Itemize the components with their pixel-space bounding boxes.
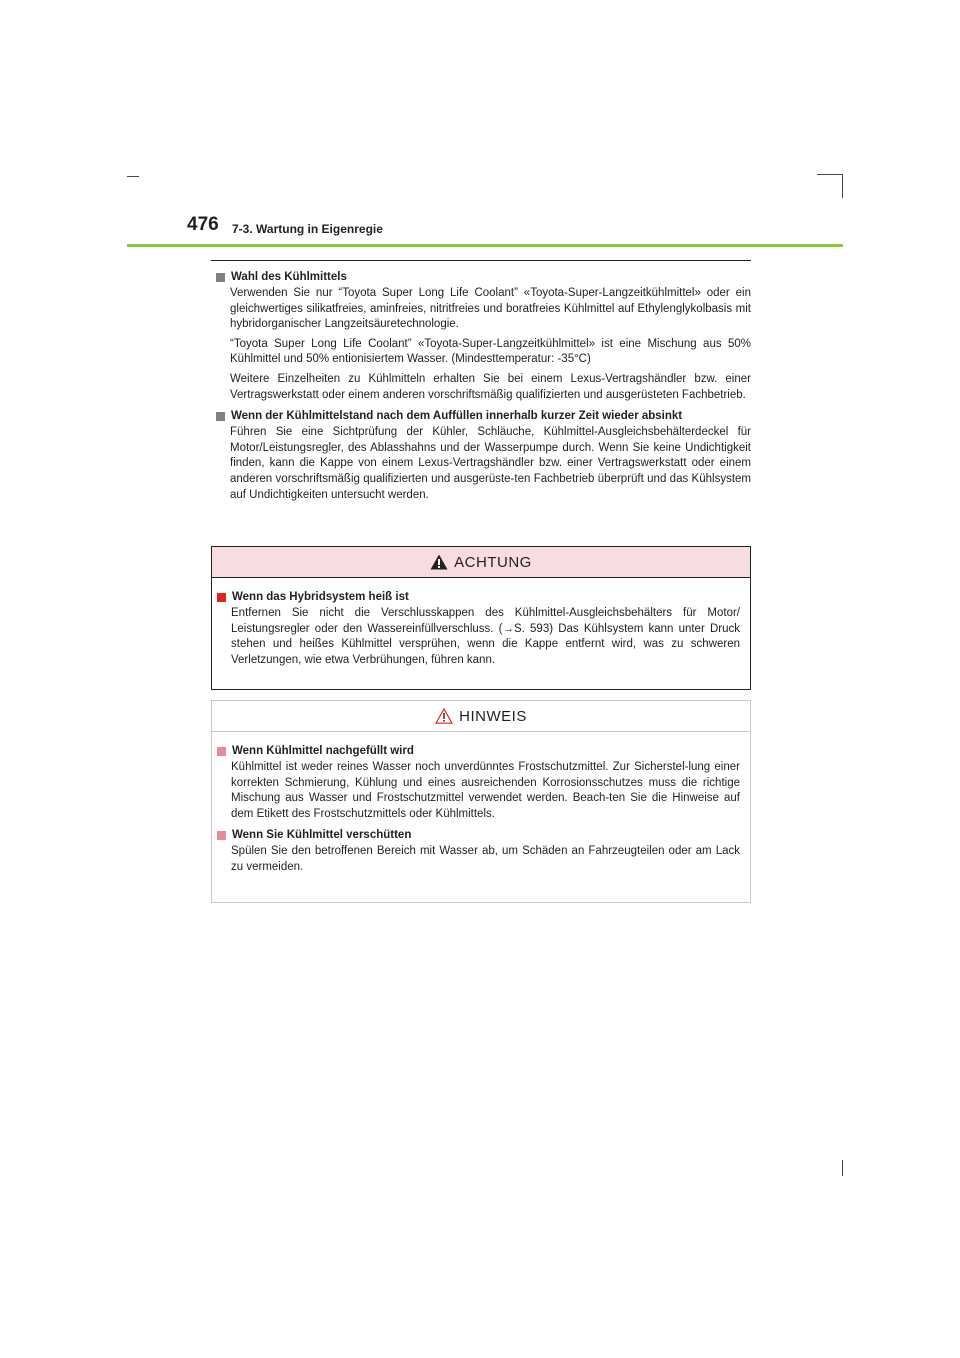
square-bullet-icon: [216, 273, 225, 282]
warning-item-heading-text: Wenn das Hybridsystem heiß ist: [232, 591, 409, 603]
item-heading-text: Wenn der Kühlmittelstand nach dem Auffüllen innerhalb kurzer Zeit wieder absinkt: [231, 410, 683, 423]
warning-item-heading: [212, 588, 750, 606]
crop-mark: [127, 176, 139, 177]
warning-box: [211, 546, 751, 690]
paragraph: Führen Sie eine Sichtprüfung der Kühler, Schläuche, Kühlmittel-Ausgleichsbehälterdeckel für Motor/Leistungsregler, des Ablasshahns und der Wasserpumpe durch. Wenn Sie keine Undichtigkeit finden, kann die Kappe von einem Lexus-Vertragshändler bzw. einer Vertragswerkstatt oder einem anderen vorschriftsmäßig qualifizierten und ausgerüste-ten Fachbetrieb überprüft und das Kühlsystem auf Undichtigkeiten untersucht werden.: [230, 426, 751, 501]
paragraph: Verwenden Sie nur “Toyota Super Long Life Coolant” «Toyota-Super-Langzeitkühlmittel» oder ein gleichwertiges silikatfreies, aminfreies, nitritfreies und boratfreies Kühlmittel auf Ethylenglykolbasis mit hybridorganischer Langzeitsäuretechnologie.: [230, 287, 751, 331]
info-item: [211, 407, 751, 503]
notice-title: HINWEIS: [459, 707, 527, 725]
info-item: [211, 268, 751, 403]
notice-box: [211, 700, 751, 903]
warning-body: [212, 578, 750, 668]
square-bullet-icon: [217, 593, 226, 602]
notice-header: [212, 701, 750, 732]
square-bullet-icon: [217, 747, 226, 756]
item-heading: [211, 407, 751, 425]
section-divider: [211, 260, 751, 261]
item-heading-text: Wahl des Kühlmittels: [231, 271, 347, 283]
page-number: 476: [187, 214, 219, 235]
paragraph: “Toyota Super Long Life Coolant” «Toyota-Super-Langzeitkühlmittel» ist eine Mischung aus 50% Kühlmittel und 50% entionisiertem Wasser. (Mindesttemperatur: -35°C): [230, 337, 751, 366]
warning-header: [212, 547, 750, 578]
section-title: 7-3. Wartung in Eigenregie: [232, 222, 383, 236]
notice-item-heading-text: Wenn Sie Kühlmittel verschütten: [232, 829, 412, 842]
crop-mark: [842, 1160, 843, 1176]
warning-title: ACHTUNG: [454, 553, 532, 571]
notice-paragraph: Kühlmittel ist weder reines Wasser noch unverdünntes Frostschutzmittel. Zur Sicherstel-lung einer korrekten Schmierung, Kühlung und eines ausreichenden Korrosionsschutzes muss die richtige Mischung aus Wasser und Frostschutzmittel verwendet werden. Beach-ten Sie die Hinweise auf dem Etikett des Frostschutzmittels oder Kühlmittels.: [231, 761, 740, 820]
crop-mark: [817, 174, 843, 175]
crop-mark: [842, 174, 843, 198]
warning-paragraph: Entfernen Sie nicht die Verschlusskappen des Kühlmittel-Ausgleichsbehälters für Motor/ Leistungsregler oder den Wassereinfüllverschluss. (→S. 593) Das Kühlsystem kann unter Druck stehen und heißes Kühlmittel versprühen, wenn die Kappe entfernt wird, was zu schweren Verletzungen, wie etwa Verbrühungen, führen kann.: [231, 607, 740, 666]
main-content: [211, 268, 751, 507]
notice-item-heading-text: Wenn Kühlmittel nachgefüllt wird: [232, 745, 414, 757]
notice-body: [212, 732, 750, 876]
item-heading: [211, 268, 751, 286]
caution-outline-triangle-icon: [435, 708, 453, 724]
header-rule: [127, 244, 843, 247]
paragraph: Weitere Einzelheiten zu Kühlmitteln erhalten Sie bei einem Lexus-Vertragshändler bzw. einer Vertragswerkstatt oder einem anderen vorschriftsmäßig qualifizierten und ausgerüsteten Fachbetrieb.: [230, 372, 751, 401]
notice-paragraph: Spülen Sie den betroffenen Bereich mit Wasser ab, um Schäden an Fahrzeugteilen oder am Lack zu vermeiden.: [231, 845, 740, 873]
square-bullet-icon: [216, 412, 225, 421]
notice-item-heading: [212, 826, 750, 844]
notice-item-heading: [212, 742, 750, 760]
warning-triangle-icon: [430, 554, 448, 570]
square-bullet-icon: [217, 831, 226, 840]
